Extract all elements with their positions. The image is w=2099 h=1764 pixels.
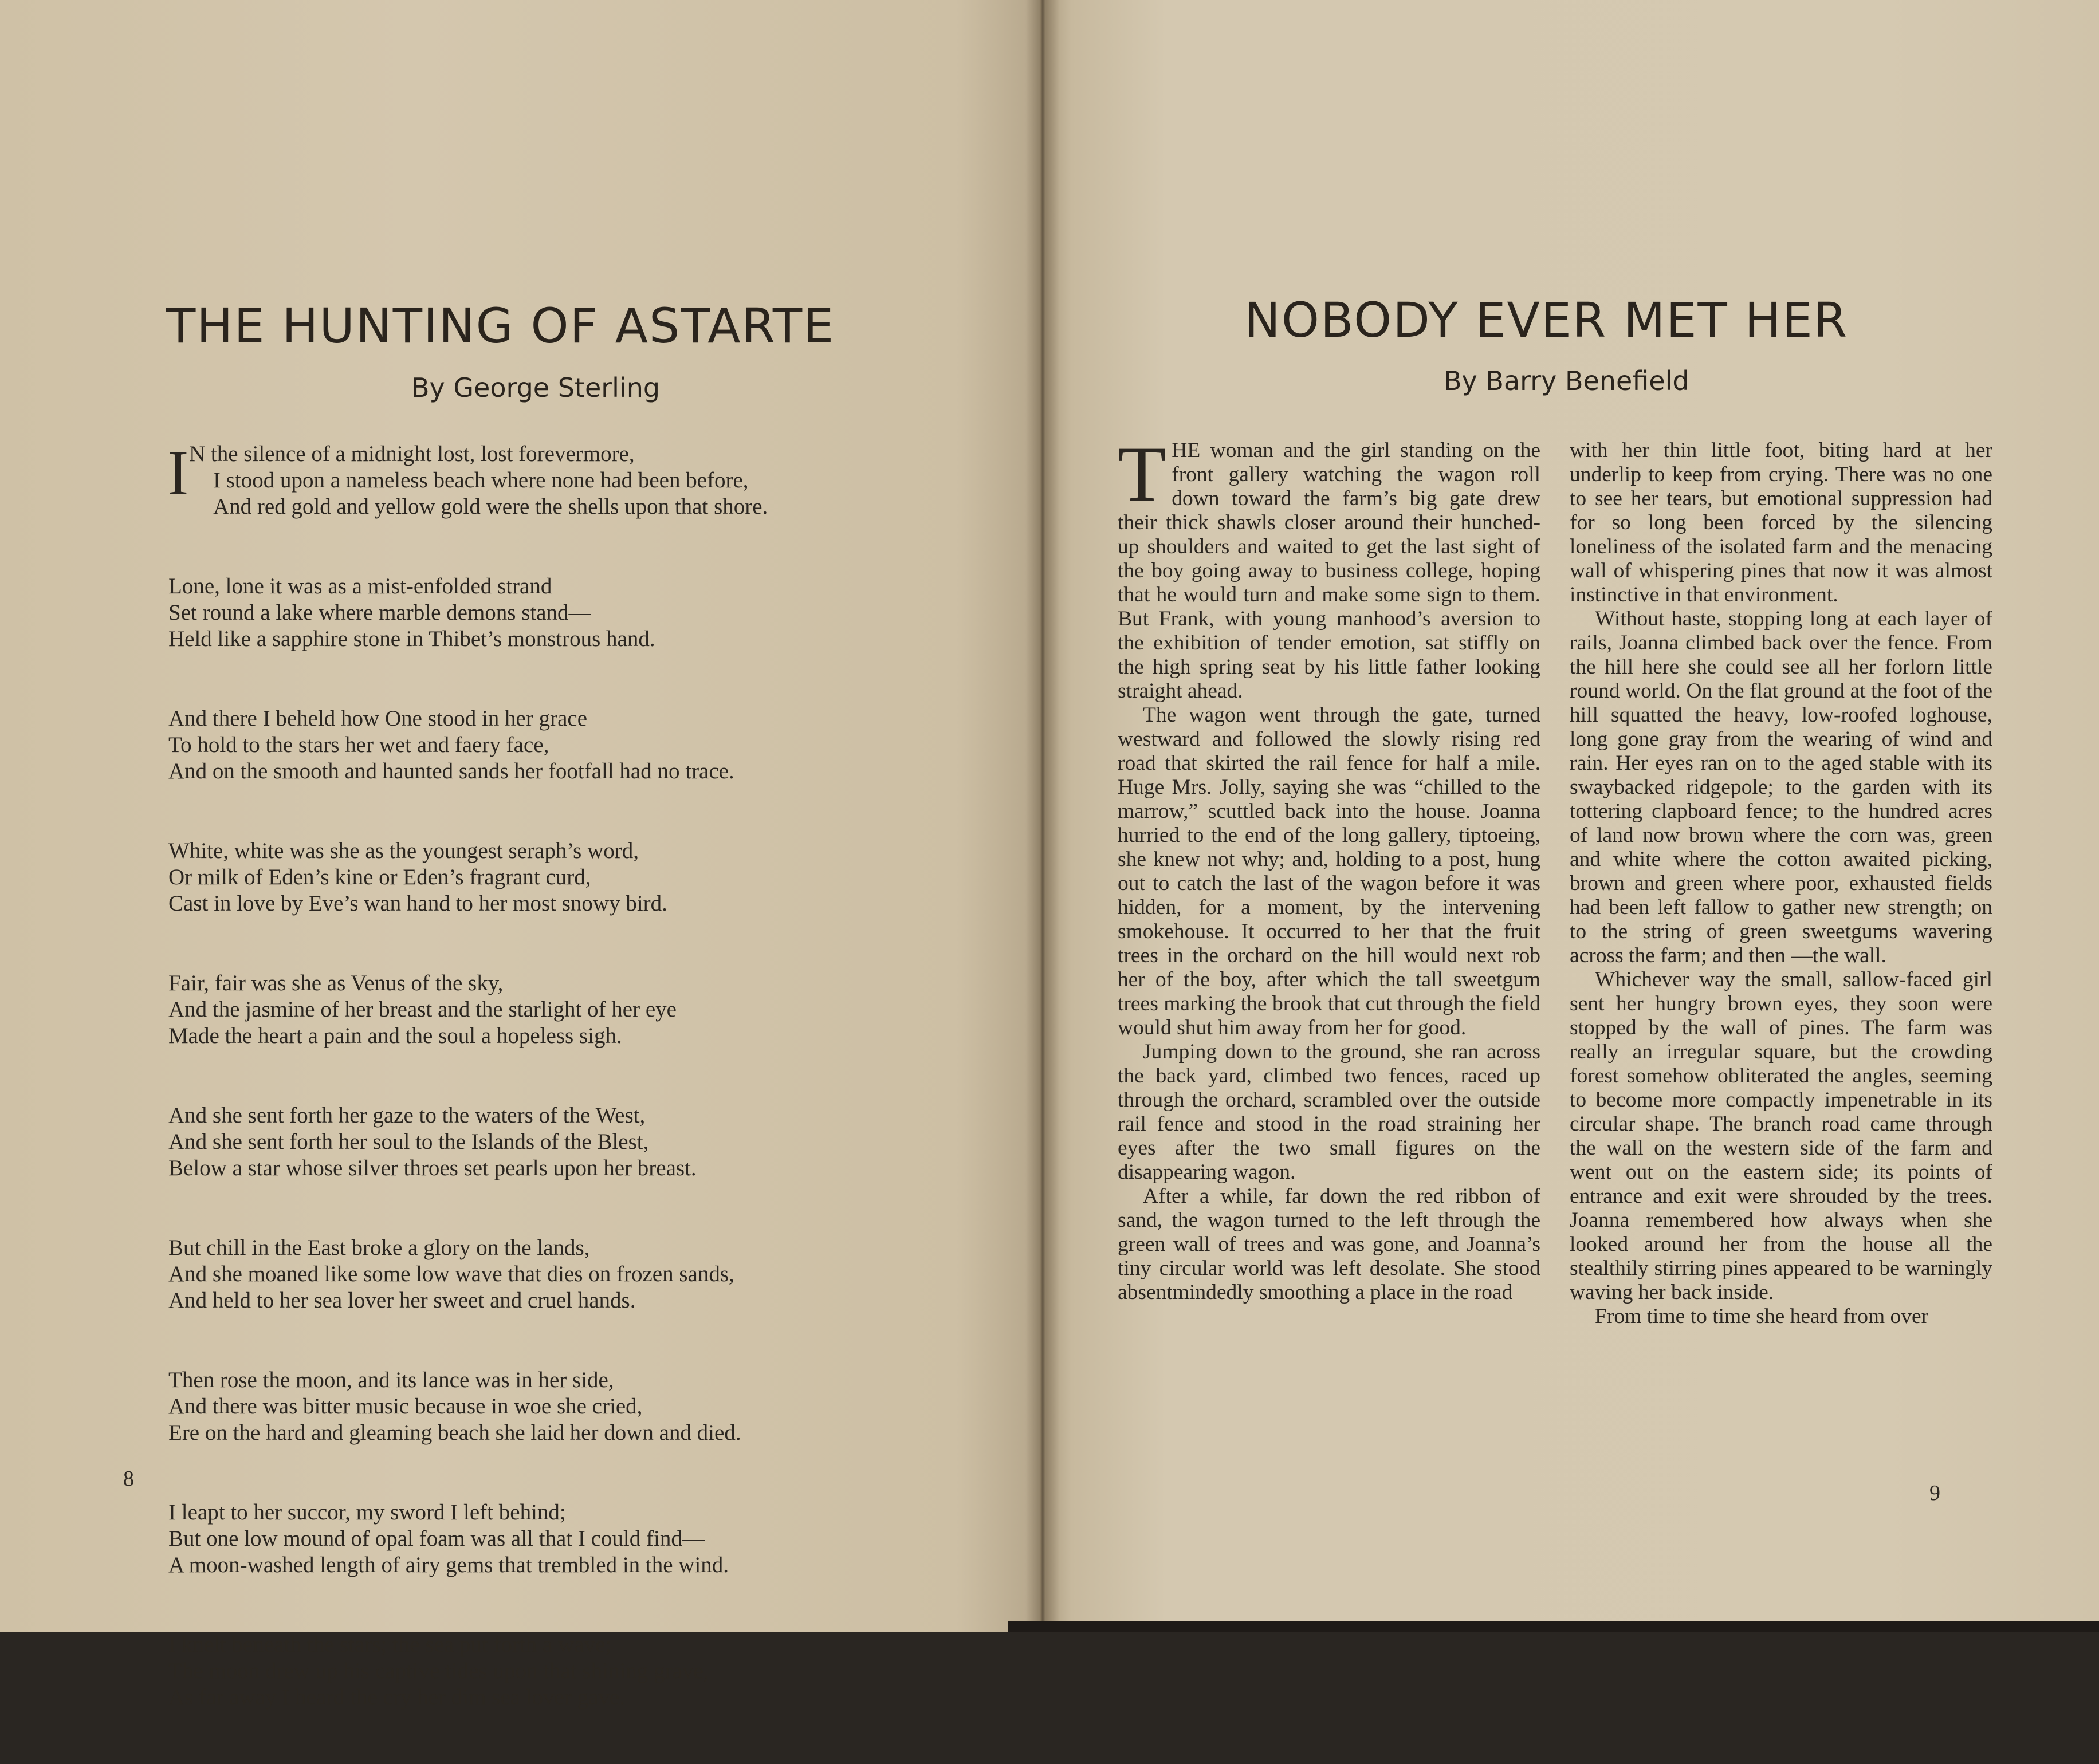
poem-line: And on the smooth and haunted sands her footfall had no trace. [168,759,734,783]
poem-line: And the jasmine of her breast and the starlight of her eye [168,997,677,1022]
stanza [168,970,913,1049]
poem-line: To hold to the stars her wet and faery face, [168,733,549,757]
paragraph-text: HE woman and the girl standing on the front gallery watching the wagon roll down toward the farm’s big gate drew their thick shawls closer around their hunched-up shoulders and waited to get the last sight of the boy going away to business college, hoping that he would turn and make some sign to them. But Frank, with young manhood’s aversion to the exhibition of tender emotion, sat stiffly on the high spring seat by his little father looking straight ahead. [1118,439,1540,703]
poem-line: But chill in the East broke a glory on the lands, [168,1235,590,1260]
poem-title: THE HUNTING OF ASTARTE [166,298,835,354]
left-page [0,0,1040,1710]
stanza [168,1632,913,1711]
poem-line: The moon drew up his captive tides upon that shining grave, [168,1659,709,1683]
story-dropcap: T [1118,430,1166,518]
story-paragraph: Whichever way the small, sallow-faced girl sent her hungry brown eyes, they soon were stopped by the wall of pines. The farm was really an irregular square, but the crowding forest somehow obliterated the angles, seeming to become more compactly impenetrable in its circular shape. The branch road came through the wall on the western side of the farm and went out on the eastern side; its points of entrance and exit were shrouded by the trees. Joanna remembered how always when she looked around her from the house all the stealthily stirring pines appeared to be warningly waving her back inside. [1570,968,1992,1304]
story-paragraph: The wagon went through the gate, turned westward and followed the slowly rising red road that skirted the rail fence for half a mile. Huge Mrs. Jolly, saying she was “chilled to the marrow,” scuttled back into the house. Joanna hurried to the end of the long gallery, tiptoeing, she knew not why; and, holding to a post, hung out to catch the last of the wagon before it was hidden, for a moment, by the intervening smokehouse. It occurred to her that the fruit trees in the orchard on the hill would next rob her of the boy, after which the tall sweetgum trees marking the brook that cut through the field would shut him away from her for good. [1118,703,1540,1040]
story-paragraph [1118,430,1540,703]
poem-line: And there was bitter music because in woe she cried, [168,1394,643,1419]
stanza [168,1499,913,1578]
poem-body [167,438,913,1764]
right-page [1040,0,2099,1632]
page-bottom-edge [1008,1621,2099,1632]
stanza [168,706,913,785]
poem-line: And she sent forth her soul to the Islands of the Blest, [168,1129,649,1154]
poem-line: But one low mound of opal foam was all that I could find— [168,1526,705,1551]
story-paragraph: with her thin little foot, biting hard at her underlip to keep from crying. There was no one to see her tears, but emotional suppression had for so long been forced by the silencing loneliness of the isolated farm and the menacing wall of whispering pines that now it was almost instinctive in that environment. [1570,439,1992,607]
poem-line: Set round a lake where marble demons stand— [168,600,591,625]
poem-line: And held to her sea lover her sweet and cruel hands. [168,1288,636,1313]
stanza [168,1367,913,1446]
poem-dropcap: I [167,438,189,509]
story-paragraph: From time to time she heard from over [1595,1305,1929,1328]
poem-line: And red gold and yellow gold were the shells upon that shore. [213,494,768,519]
stanza [168,1102,913,1182]
poem-line: I leapt to her succor, my sword I left behind; [168,1500,566,1525]
page-number-right: 9 [1929,1481,1940,1505]
story-paragraph: After a while, far down the red ribbon of sand, the wagon turned to the left through the green wall of trees and was gone, and Joanna’s tiny circular world was left desolate. She stood absentmindedly smoothing a place in the road [1118,1184,1540,1304]
poem-line: And she moaned like some low wave that dies on frozen sands, [168,1262,734,1286]
poem-line: Below a star whose silver throes set pearls upon her breast. [168,1156,697,1180]
poem-byline: By George Sterling [411,372,661,403]
poem-line: Made the heart a pain and the soul a hopeless sigh. [168,1023,622,1048]
page-number-left: 8 [123,1467,134,1491]
story-paragraph: Jumping down to the ground, she ran across the back yard, climbed two fences, raced up through the orchard, scrambled over the outside rail fence and stood in the road straining her eyes after the two small figures on the disappearing wagon. [1118,1040,1540,1184]
poem-line: A moon-washed length of airy gems that trembled in the wind. [168,1553,729,1577]
story-title: NOBODY EVER MET HER [1244,292,1849,348]
poem-line: Ere on the hard and gleaming beach she laid her down and died. [168,1420,741,1445]
poem-line: Or milk of Eden’s kine or Eden’s fragrant curd, [168,865,591,889]
poem-line: Lone, lone it was as a mist-enfolded strand [168,574,552,598]
poem-line: Held like a sapphire stone in Thibet’s monstrous hand. [168,627,655,651]
poem-line: As far away I heard the cry her dim sea lover gave. [168,1685,625,1710]
story-column-2 [1570,439,1992,1329]
stanza [168,838,913,917]
story-byline: By Barry Benefield [1444,365,1689,396]
stanza [167,438,913,520]
stanza [168,1235,913,1314]
poem-line: And she sent forth her gaze to the waters of the West, [168,1103,646,1128]
poem-line: I knelt beneath the stars; the sea put forth a wave; [168,1632,612,1657]
poem-line: White, white was she as the youngest seraph’s word, [168,838,639,863]
poem-line: Then rose the moon, and its lance was in her side, [168,1368,614,1392]
gutter-shadow [1025,0,1060,1632]
stanza [168,573,913,652]
poem-line: I stood upon a nameless beach where none had been before, [213,468,749,493]
poem-line: N the silence of a midnight lost, lost forevermore, [189,442,635,466]
poem-line: And there I beheld how One stood in her grace [168,706,588,731]
story-paragraph: Without haste, stopping long at each layer of rails, Joanna climbed back over the fence. From the hill here she could see all her forlorn little round world. On the flat ground at the foot of the hill squatted the heavy, low-roofed loghouse, long gone gray from the wearing of wind and rain. Her eyes ran on to the aged stable with its swaybacked ridgepole; to the garden with its tottering clapboard fence; to the hundred acres of land now brown where the corn was, green and white where the cotton awaited picking, brown and green where poor, exhausted fields had been left fallow to gather new strength; on to the string of green sweetgums wavering across the farm; and then —the wall. [1570,607,1992,967]
poem-line: Fair, fair was she as Venus of the sky, [168,971,504,995]
poem-line: Cast in love by Eve’s wan hand to her most snowy bird. [168,891,667,916]
story-column-1 [1118,430,1540,1305]
